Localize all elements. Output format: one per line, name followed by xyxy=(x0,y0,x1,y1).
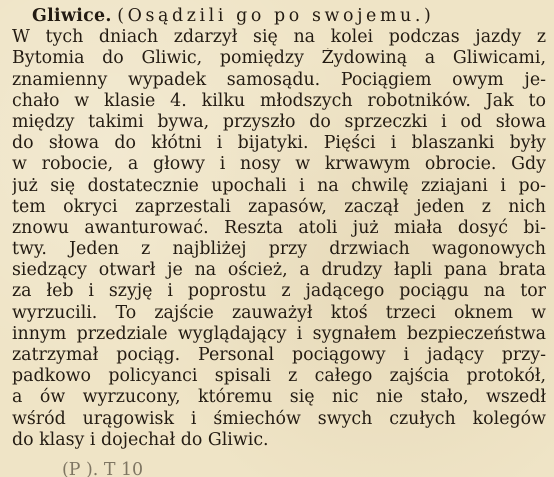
next-article-cut-line: (P ). T 10 xyxy=(62,460,144,477)
article-line: twy. Jeden z najbliżej przy drzwiach wagonowych xyxy=(12,239,546,260)
news-article xyxy=(12,6,546,451)
article-line: chało w klasie 4. kilku młodszych robotników. Jak to xyxy=(12,90,546,111)
article-line: Bytomia do Gliwic, pomiędzy Żydowiną a Gliwicami, xyxy=(12,48,546,69)
article-line: do słowa do kłótni i bijatyki. Pięści i blaszanki były xyxy=(12,133,546,154)
article-line: w robocie, a głowy i nosy w krwawym obrocie. Gdy xyxy=(12,154,546,175)
article-subtitle: (Osądzili go po swojemu.) xyxy=(117,6,435,26)
article-line: zatrzymał pociąg. Personal pociągowy i jadący przy- xyxy=(12,345,546,365)
article-line: innym przedziale wyglądający i sygnałem bezpieczeństwa xyxy=(12,323,546,344)
article-line: wśród urągowisk i śmiechów swych czułych kolegów xyxy=(12,408,546,429)
article-place: Gliwice. xyxy=(32,6,112,26)
article-line: między takimi bywa, przyszło do sprzeczki i od słowa xyxy=(12,111,546,132)
article-line: tem okryci zaprzestali zapasów, zaczął jeden z nich xyxy=(12,196,546,217)
article-line: wyrzucili. To zajście zauważył ktoś trzeci oknem w xyxy=(12,302,546,323)
article-heading xyxy=(12,6,546,27)
article-line: już się dostatecznie upochali i na chwilę zziajani i po- xyxy=(12,175,546,196)
article-line: a ów wyrzucony, któremu się nic nie stało, wszedł xyxy=(12,387,546,408)
article-line: W tych dniach zdarzył się na kolei podczas jazdy z xyxy=(12,27,546,48)
article-line: siedzący otwarł je na oścież, a drudzy łapli pana brata xyxy=(12,260,546,281)
article-line: znamienny wypadek samosądu. Pociągiem owym je- xyxy=(12,69,546,90)
article-line: za łeb i szyję i poprostu z jadącego pociągu na tor xyxy=(12,281,546,302)
article-line: do klasy i dojechał do Gliwic. xyxy=(12,429,269,450)
article-line: padkowo policyanci spisali z całego zajścia protokół, xyxy=(12,366,546,387)
article-line: znowu awanturować. Reszta atoli już miała dosyć bi- xyxy=(12,217,546,238)
